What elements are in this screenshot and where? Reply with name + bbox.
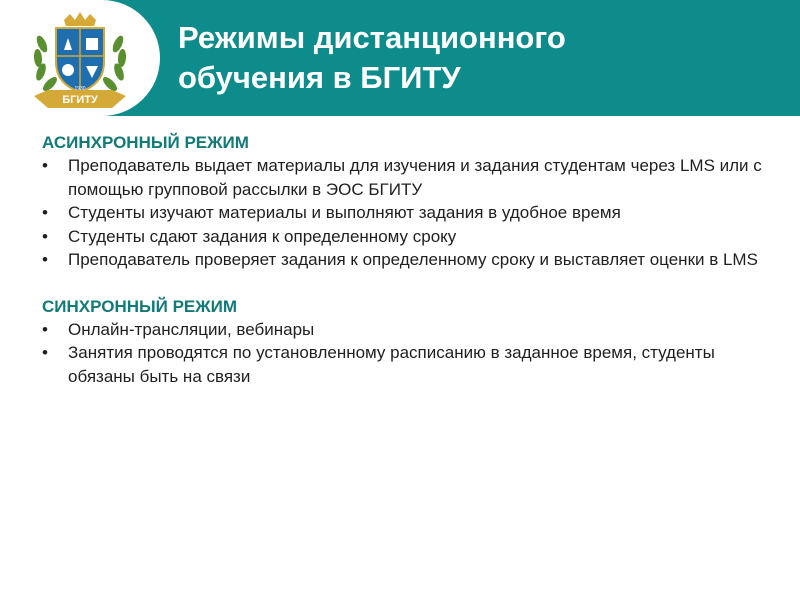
logo-year: 1930: [74, 86, 86, 92]
logo-text: БГИТУ: [62, 94, 98, 106]
bullet-list: [42, 318, 762, 389]
list-item-text: Преподаватель проверяет задания к определенному сроку и выставляет оценки в LMS: [68, 250, 758, 269]
bullet-icon: •: [42, 319, 48, 339]
bullet-icon: •: [42, 226, 48, 246]
list-item-text: Студенты сдают задания к определенному сроку: [68, 226, 457, 246]
section-heading: АСИНХРОННЫЙ РЕЖИМ: [42, 133, 249, 152]
content: [42, 132, 762, 388]
bullet-icon: •: [42, 203, 48, 222]
bullet-icon: •: [42, 250, 48, 269]
list-item: [42, 248, 762, 272]
university-emblem-icon: [28, 10, 132, 110]
list-item: [42, 225, 762, 249]
list-item-text: Студенты изучают материалы и выполняют задания в удобное время: [68, 203, 621, 222]
bullet-list: [42, 154, 762, 272]
logo-panel: [0, 0, 160, 116]
bullet-icon: •: [42, 343, 48, 362]
section-async: [42, 132, 762, 272]
bullet-icon: •: [42, 156, 48, 175]
page-title: Режимы дистанционного обучения в БГИТУ: [178, 20, 566, 95]
list-item: [42, 154, 762, 201]
list-item: [42, 318, 762, 342]
section-heading: СИНХРОННЫЙ РЕЖИМ: [42, 296, 238, 316]
list-item: [42, 341, 762, 388]
list-item-text: Онлайн-трансляции, вебинары: [68, 319, 315, 339]
list-item-text: Занятия проводятся по установленному расписанию в заданное время, студенты обязаны быть на связи: [68, 343, 715, 386]
list-item: [42, 201, 762, 225]
section-sync: [42, 296, 762, 389]
list-item-text: Преподаватель выдает материалы для изучения и задания студентам через LMS или с помощью групповой рассылки в ЭОС БГИТУ: [68, 156, 762, 199]
